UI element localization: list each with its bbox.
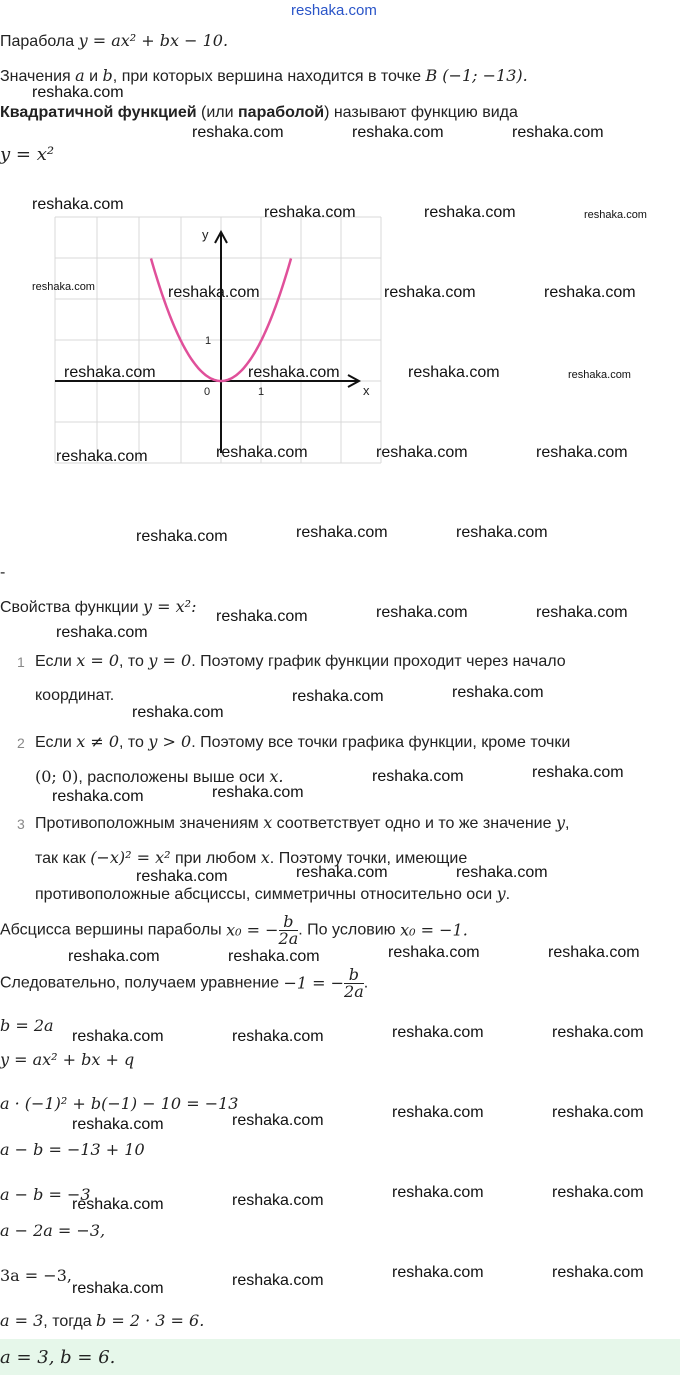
math: −1 = − bbox=[283, 973, 345, 993]
list-item-cont: координат. bbox=[35, 687, 115, 704]
math: b = 2 · 3 = 6. bbox=[96, 1311, 205, 1330]
list-number: 1 bbox=[17, 654, 25, 670]
math: B (−1; −13). bbox=[425, 66, 528, 85]
watermark: reshaka.com bbox=[536, 604, 628, 621]
text: и bbox=[84, 68, 103, 85]
y-tick-label: 1 bbox=[205, 335, 212, 347]
definition-line bbox=[0, 103, 518, 123]
watermark: reshaka.com bbox=[212, 784, 304, 801]
formula: y = x² bbox=[0, 144, 55, 165]
text: Значения bbox=[0, 68, 76, 85]
text: , расположены выше оси bbox=[78, 769, 270, 786]
watermark: reshaka.com bbox=[424, 204, 516, 221]
watermark: reshaka.com bbox=[72, 1196, 164, 1213]
watermark: reshaka.com bbox=[568, 369, 631, 381]
watermark: reshaka.com bbox=[392, 1184, 484, 1201]
text: Свойства функции bbox=[0, 599, 144, 616]
math: (0; 0) bbox=[35, 767, 79, 786]
math-var: a bbox=[75, 66, 85, 85]
math-var: y bbox=[555, 813, 566, 832]
math: (−x)² = x² bbox=[90, 848, 171, 867]
text: Если bbox=[35, 734, 77, 751]
frac-den: 2a bbox=[278, 929, 299, 948]
watermark: reshaka.com bbox=[72, 1280, 164, 1297]
watermark: reshaka.com bbox=[552, 1104, 644, 1121]
step: y = ax² + bx + q bbox=[0, 1050, 135, 1069]
text: противоположные абсциссы, симметричны относительно оси bbox=[35, 886, 497, 903]
watermark: reshaka.com bbox=[216, 444, 308, 461]
frac-num: b bbox=[348, 965, 360, 984]
text: . bbox=[505, 886, 511, 903]
watermark: reshaka.com bbox=[552, 1264, 644, 1281]
separator-dash: - bbox=[0, 564, 6, 581]
list-item-cont bbox=[35, 884, 510, 905]
watermark: reshaka.com bbox=[456, 524, 548, 541]
watermark: reshaka.com bbox=[68, 948, 160, 965]
vertex-line bbox=[0, 914, 468, 947]
frac-den: 2a bbox=[344, 982, 364, 1001]
text: соответствует одно и то же значение bbox=[272, 815, 556, 832]
math-var: y bbox=[496, 884, 506, 903]
math-var: b bbox=[102, 66, 113, 85]
text: , при которых вершина находится в точке bbox=[112, 68, 426, 85]
watermark: reshaka.com bbox=[52, 788, 144, 805]
properties-title bbox=[0, 597, 196, 618]
watermark: reshaka.com bbox=[384, 284, 476, 301]
watermark: reshaka.com bbox=[376, 604, 468, 621]
watermark: reshaka.com bbox=[216, 608, 308, 625]
watermark: reshaka.com bbox=[228, 948, 320, 965]
list-item bbox=[35, 813, 569, 834]
step bbox=[0, 1311, 204, 1332]
watermark: reshaka.com bbox=[168, 284, 260, 301]
list-number: 2 bbox=[17, 735, 25, 751]
watermark: reshaka.com bbox=[232, 1112, 324, 1129]
answer-text: a = 3, b = 6. bbox=[0, 1347, 116, 1368]
text: Парабола bbox=[0, 33, 79, 50]
text: , тогда bbox=[43, 1313, 97, 1330]
watermark: reshaka.com bbox=[452, 684, 544, 701]
watermark: reshaka.com bbox=[292, 688, 384, 705]
math: x₀ = − bbox=[226, 920, 279, 940]
watermark: reshaka.com bbox=[512, 124, 604, 141]
watermark: reshaka.com bbox=[392, 1264, 484, 1281]
watermark: reshaka.com bbox=[64, 364, 156, 381]
text: при любом bbox=[170, 850, 261, 867]
watermark: reshaka.com bbox=[388, 944, 480, 961]
math: y = 0 bbox=[148, 651, 192, 670]
watermark: reshaka.com bbox=[248, 364, 340, 381]
math: y = x²: bbox=[143, 597, 197, 616]
problem-line bbox=[0, 31, 228, 52]
math: x = 0 bbox=[76, 651, 119, 670]
watermark: reshaka.com bbox=[552, 1184, 644, 1201]
step: a − 2a = −3, bbox=[0, 1221, 106, 1240]
math: y > 0 bbox=[148, 732, 192, 751]
equation-line bbox=[0, 967, 368, 1000]
text: , bbox=[565, 815, 570, 832]
math-var: x bbox=[260, 848, 270, 867]
watermark: reshaka.com bbox=[56, 624, 148, 641]
text: (или bbox=[196, 104, 238, 121]
text: Если bbox=[35, 653, 77, 670]
text: , то bbox=[119, 734, 149, 751]
parabola-graph bbox=[40, 205, 400, 475]
text: . Поэтому точки, имеющие bbox=[269, 850, 468, 867]
watermark: reshaka.com bbox=[548, 944, 640, 961]
watermark: reshaka.com bbox=[456, 864, 548, 881]
text: , то bbox=[119, 653, 149, 670]
watermark: reshaka.com bbox=[372, 768, 464, 785]
watermark: reshaka.com bbox=[32, 281, 95, 293]
bold-term: Квадратичной функцией bbox=[0, 104, 197, 121]
step: 3a = −3, bbox=[0, 1266, 72, 1285]
watermark: reshaka.com bbox=[32, 84, 124, 101]
math-var: x bbox=[263, 813, 273, 832]
text: . bbox=[363, 974, 369, 992]
list-item bbox=[35, 651, 566, 672]
fraction bbox=[279, 914, 299, 947]
origin-label: 0 bbox=[204, 386, 211, 398]
text: ) называют функцию вида bbox=[324, 104, 518, 121]
watermark: reshaka.com bbox=[136, 868, 228, 885]
watermark: reshaka.com bbox=[56, 448, 148, 465]
watermark: reshaka.com bbox=[352, 124, 444, 141]
watermark: reshaka.com bbox=[32, 196, 124, 213]
fraction bbox=[344, 967, 364, 1000]
list-item-cont bbox=[35, 848, 467, 869]
text: Абсцисса вершины параболы bbox=[0, 921, 227, 939]
list-number: 3 bbox=[17, 816, 25, 832]
text: . Поэтому график функции проходит через начало bbox=[191, 653, 566, 670]
text: так как bbox=[35, 850, 91, 867]
bold-term: параболой bbox=[238, 104, 325, 121]
text: . По условию bbox=[298, 921, 401, 939]
watermark: reshaka.com bbox=[544, 284, 636, 301]
step: b = 2a bbox=[0, 1016, 54, 1035]
answer-box bbox=[0, 1339, 680, 1375]
watermark: reshaka.com bbox=[392, 1024, 484, 1041]
watermark: reshaka.com bbox=[296, 864, 388, 881]
step: a · (−1)² + b(−1) − 10 = −13 bbox=[0, 1094, 239, 1113]
watermark: reshaka.com bbox=[192, 124, 284, 141]
x-tick-label: 1 bbox=[258, 386, 265, 398]
text: Противоположным значениям bbox=[35, 815, 264, 832]
math: x₀ = −1. bbox=[400, 920, 468, 940]
watermark: reshaka.com bbox=[296, 524, 388, 541]
watermark: reshaka.com bbox=[552, 1024, 644, 1041]
watermark: reshaka.com bbox=[584, 209, 647, 221]
site-link[interactable]: reshaka.com bbox=[291, 2, 377, 19]
watermark: reshaka.com bbox=[72, 1116, 164, 1133]
watermark: reshaka.com bbox=[532, 764, 624, 781]
step: a − b = −3 bbox=[0, 1185, 91, 1204]
watermark: reshaka.com bbox=[72, 1028, 164, 1045]
watermark: reshaka.com bbox=[408, 364, 500, 381]
text: Следовательно, получаем уравнение bbox=[0, 974, 284, 992]
y-axis-label: y bbox=[202, 227, 209, 242]
watermark: reshaka.com bbox=[536, 444, 628, 461]
math: y = ax² + bx − 10. bbox=[78, 31, 229, 50]
watermark: reshaka.com bbox=[376, 444, 468, 461]
grid bbox=[55, 217, 381, 463]
step: a − b = −13 + 10 bbox=[0, 1140, 145, 1159]
watermark: reshaka.com bbox=[136, 528, 228, 545]
list-item bbox=[35, 732, 570, 753]
frac-num: b bbox=[283, 912, 294, 931]
math: a = 3 bbox=[0, 1311, 44, 1330]
watermark: reshaka.com bbox=[232, 1272, 324, 1289]
watermark: reshaka.com bbox=[264, 204, 356, 221]
watermark: reshaka.com bbox=[232, 1028, 324, 1045]
watermark: reshaka.com bbox=[232, 1192, 324, 1209]
math: x ≠ 0 bbox=[76, 732, 119, 751]
watermark: reshaka.com bbox=[132, 704, 224, 721]
x-axis-label: x bbox=[363, 383, 370, 398]
text: . Поэтому все точки графика функции, кроме точки bbox=[191, 734, 571, 751]
watermark: reshaka.com bbox=[392, 1104, 484, 1121]
math: x. bbox=[269, 767, 284, 786]
